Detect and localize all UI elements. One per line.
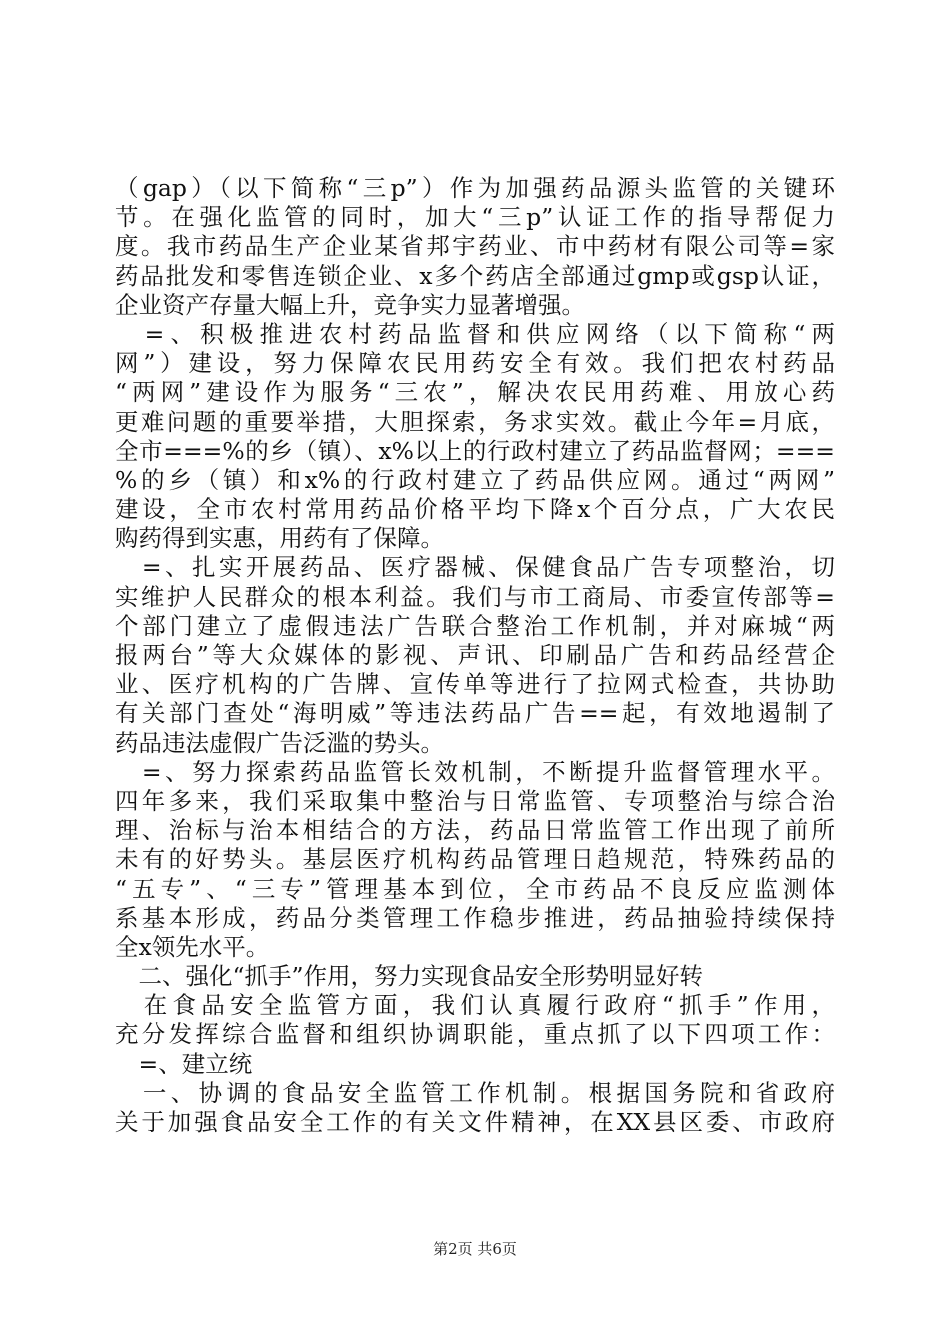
- text-line: 二、强化“抓手”作用，努力实现食品安全形势明显好转: [115, 962, 704, 991]
- text-line: 系基本形成，药品分类管理工作稳步推进，药品抽验持续保持: [115, 903, 835, 932]
- text-line: 有关部门查处“海明威”等违法药品广告==起，有效地遏制了: [115, 699, 835, 728]
- text-line: 药品批发和零售连锁企业、x多个药店全部通过gmp或gsp认证，: [115, 261, 835, 290]
- text-line: 理、治标与治本相结合的方法，药品日常监管工作出现了前所: [115, 816, 835, 845]
- text-line: =、建立统: [115, 1049, 253, 1078]
- text-line: “五专”、“三专”管理基本到位，全市药品不良反应监测体: [115, 874, 835, 903]
- text-line: 关于加强食品安全工作的有关文件精神，在XX县区委、市政府: [115, 1108, 835, 1136]
- text-line: 个部门建立了虚假违法广告联合整治工作机制，并对麻城“两: [115, 611, 835, 640]
- text-line: 建设，全市农村常用药品价格平均下降x个百分点，广大农民: [115, 495, 835, 524]
- text-line: 在食品安全监管方面，我们认真履行政府“抓手”作用，: [115, 991, 835, 1020]
- text-line: 充分发挥综合监督和组织协调职能，重点抓了以下四项工作：: [115, 1020, 835, 1049]
- text-line: 实维护人民群众的根本利益。我们与市工商局、市委宣传部等=: [115, 582, 835, 611]
- document-body: [115, 174, 835, 1137]
- text-line: 药品违法虚假广告泛滥的势头。: [115, 728, 444, 757]
- text-line: 一、协调的食品安全监管工作机制。根据国务院和省政府: [115, 1078, 835, 1107]
- text-line: （gap）（以下简称“三p”）作为加强药品源头监管的关键环: [115, 174, 835, 202]
- text-line: %的乡（镇）和x%的行政村建立了药品供应网。通过“两网”: [115, 465, 835, 494]
- text-line: 业、医疗机构的广告牌、宣传单等进行了拉网式检查，共协助: [115, 670, 835, 699]
- text-line: 报两台”等大众媒体的影视、声讯、印刷品广告和药品经营企: [115, 641, 835, 669]
- page-footer: 第2页 共6页: [433, 1240, 517, 1258]
- text-line: 未有的好势头。基层医疗机构药品管理日趋规范，特殊药品的: [115, 845, 835, 874]
- text-line: 购药得到实惠，用药有了保障。: [115, 524, 444, 553]
- text-line: 网”）建设，努力保障农民用药安全有效。我们把农村药品: [115, 349, 835, 378]
- text-line: 全x领先水平。: [115, 932, 270, 961]
- text-line: “两网”建设作为服务“三农”，解决农民用药难、用放心药: [115, 378, 835, 407]
- text-line: 企业资产存量大幅上升，竞争实力显著增强。: [115, 290, 585, 319]
- text-line: =、扎实开展药品、医疗器械、保健食品广告专项整治，切: [115, 553, 835, 582]
- text-line: =、努力探索药品监管长效机制，不断提升监督管理水平。: [115, 757, 835, 786]
- text-line: =、积极推进农村药品监督和供应网络（以下简称“两: [115, 319, 835, 348]
- text-line: 度。我市药品生产企业某省邦宇药业、市中药材有限公司等=家: [115, 232, 835, 261]
- text-line: 全市===%的乡（镇）、x%以上的行政村建立了药品监督网；===: [115, 436, 835, 465]
- text-line: 节。在强化监管的同时，加大“三p”认证工作的指导帮促力: [115, 203, 835, 232]
- text-line: 四年多来，我们采取集中整治与日常监管、专项整治与综合治: [115, 786, 835, 815]
- text-line: 更难问题的重要举措，大胆探索，务求实效。截止今年=月底，: [115, 407, 835, 436]
